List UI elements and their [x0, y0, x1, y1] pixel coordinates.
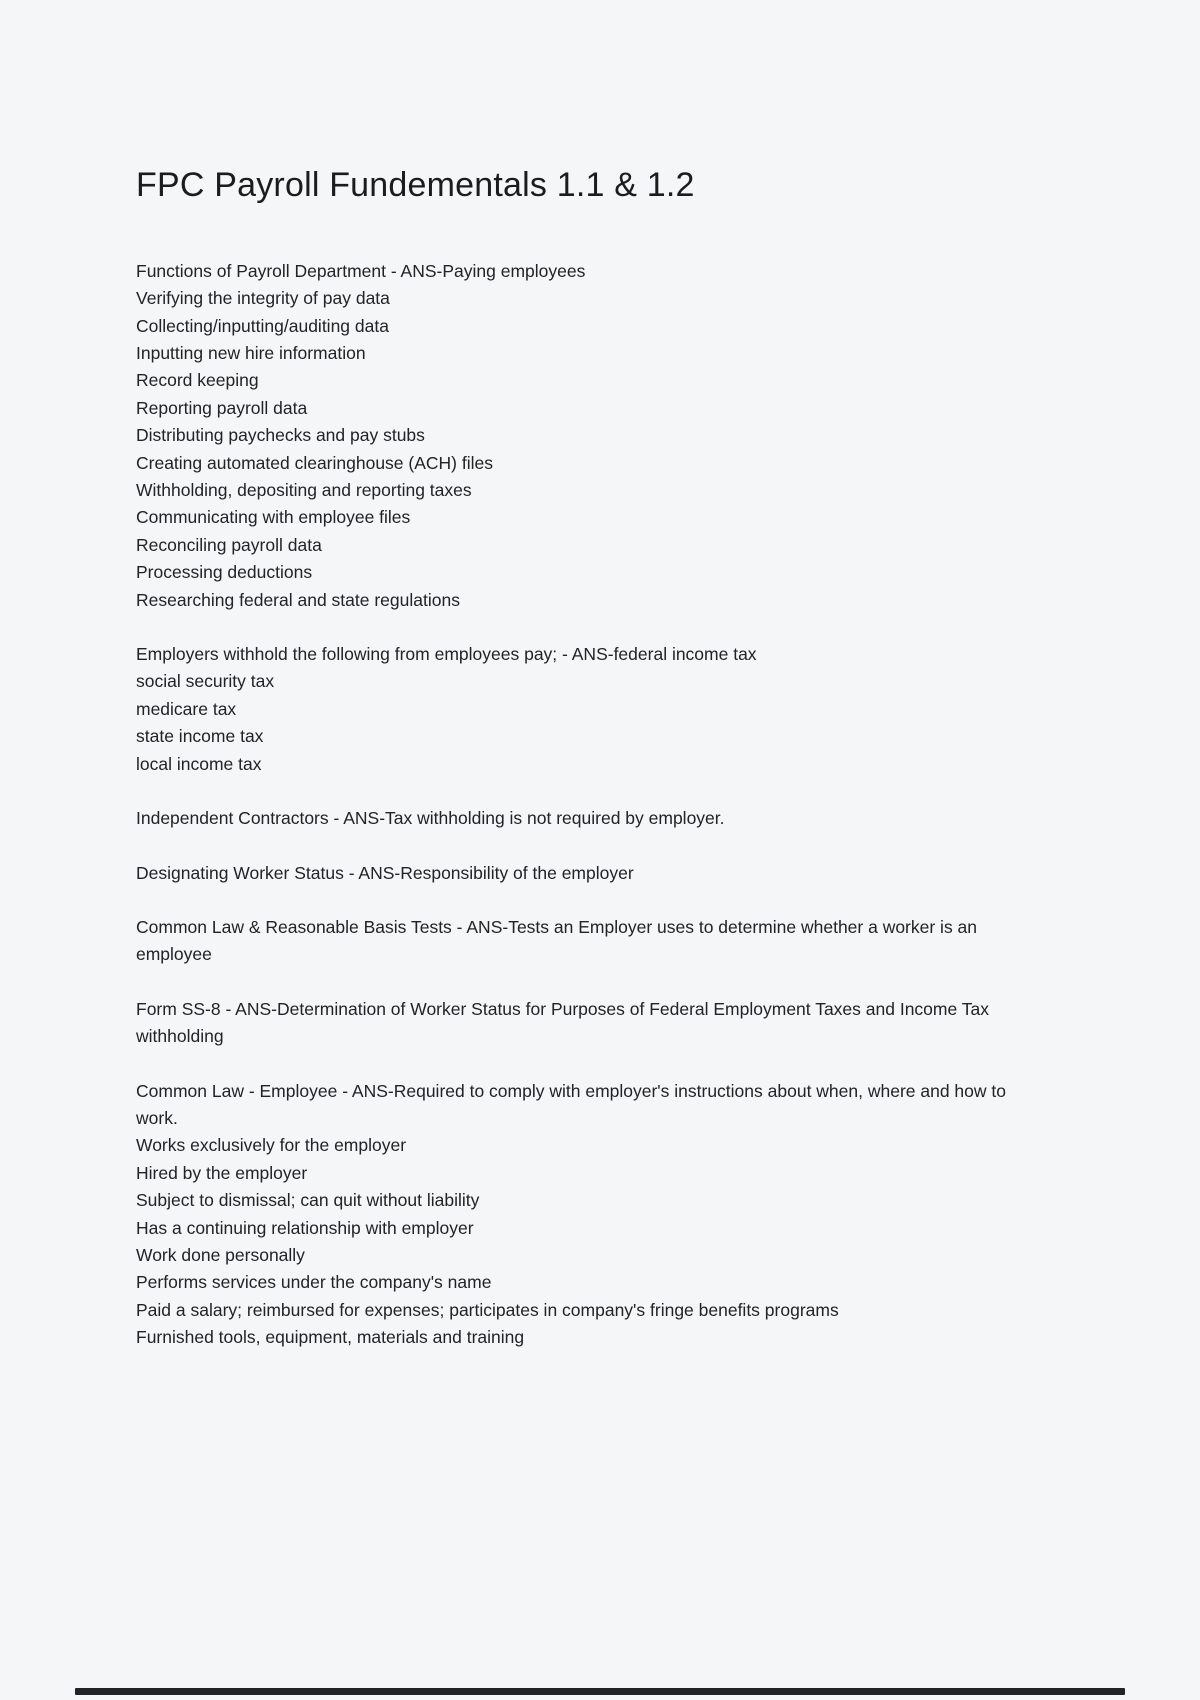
text-line: Work done personally [136, 1244, 305, 1265]
text-line: Independent Contractors - ANS-Tax withholding is not required by employer. [136, 808, 725, 829]
text-section [136, 1078, 1016, 1352]
text-line: Furnished tools, equipment, materials and training [136, 1327, 525, 1348]
text-line: Form SS-8 - ANS-Determination of Worker Status for Purposes of Federal Employment Taxes and Income Tax withholding [136, 998, 989, 1047]
text-line: Reporting payroll data [136, 397, 308, 418]
text-line: Creating automated clearinghouse (ACH) files [136, 452, 493, 473]
text-line: Designating Worker Status - ANS-Responsibility of the employer [136, 862, 634, 883]
text-line: Subject to dismissal; can quit without liability [136, 1190, 480, 1211]
text-line: Record keeping [136, 370, 259, 391]
text-line: Collecting/inputting/auditing data [136, 315, 389, 336]
text-line: Performs services under the company's name [136, 1272, 492, 1293]
text-line: local income tax [136, 753, 262, 774]
text-line: Researching federal and state regulations [136, 589, 460, 610]
text-section [136, 641, 1016, 778]
text-line: Distributing paychecks and pay stubs [136, 425, 425, 446]
text-line: Common Law - Employee - ANS-Required to comply with employer's instructions about when, where and how to work. [136, 1080, 1006, 1128]
text-line: social security tax [136, 671, 275, 692]
text-section [136, 860, 1016, 887]
text-line: Employers withhold the following from employees pay; - ANS-federal income tax [136, 644, 757, 665]
text-line: Reconciling payroll data [136, 534, 322, 555]
text-line: Verifying the integrity of pay data [136, 288, 390, 309]
text-line: Inputting new hire information [136, 343, 366, 364]
page-bottom-divider [75, 1688, 1125, 1695]
text-line: Withholding, depositing and reporting taxes [136, 480, 472, 501]
text-line: medicare tax [136, 698, 237, 719]
text-line: state income tax [136, 726, 264, 747]
text-line: Works exclusively for the employer [136, 1135, 407, 1156]
text-line: Paid a salary; reimbursed for expenses; participates in company's fringe benefits programs [136, 1299, 839, 1320]
document-sections [136, 258, 1016, 1352]
page-title: FPC Payroll Fundementals 1.1 & 1.2 [136, 166, 695, 204]
text-section [136, 805, 1016, 832]
text-line: Functions of Payroll Department - ANS-Paying employees [136, 260, 586, 281]
text-section [136, 914, 1016, 969]
text-section [136, 996, 1016, 1051]
text-line: Communicating with employee files [136, 507, 411, 528]
text-line: Hired by the employer [136, 1162, 308, 1183]
text-line: Common Law & Reasonable Basis Tests - ANS-Tests an Employer uses to determine whether a worker is an employee [136, 916, 978, 965]
text-line: Processing deductions [136, 562, 313, 583]
text-line: Has a continuing relationship with employer [136, 1217, 474, 1238]
text-section [136, 258, 1016, 614]
